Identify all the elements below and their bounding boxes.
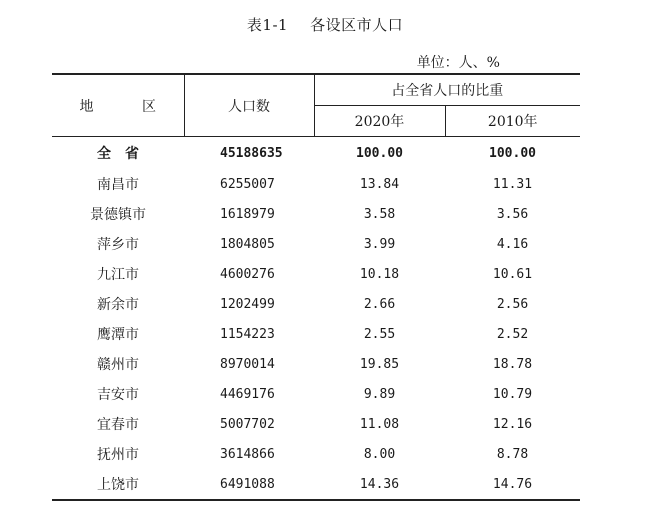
row-share-2010: 11.31 (492, 176, 533, 192)
row-name: 赣州市 (97, 357, 139, 373)
table-row (52, 439, 580, 469)
population-table (52, 73, 580, 501)
row-name: 萍乡市 (97, 237, 139, 253)
row-share-2020: 9.89 (363, 386, 396, 402)
row-population: 1618979 (220, 206, 275, 222)
row-population: 4469176 (220, 386, 275, 402)
unit-note: 单位：人、% (416, 55, 500, 71)
row-share-2010: 14.76 (492, 476, 533, 492)
row-share-2020: 2.66 (363, 296, 396, 312)
table-row (52, 289, 580, 319)
row-population: 3614866 (220, 446, 275, 462)
row-name: 鹰潭市 (97, 327, 139, 343)
row-share-2020: 100.00 (356, 145, 403, 161)
row-population: 5007702 (220, 416, 275, 432)
row-share-2010: 18.78 (492, 356, 533, 372)
table-row (52, 349, 580, 379)
row-share-2010: 12.16 (492, 416, 533, 432)
row-share-2010: 3.56 (496, 206, 529, 222)
row-population: 4600276 (220, 266, 275, 282)
row-share-2010: 100.00 (489, 145, 536, 161)
row-population: 1804805 (220, 236, 275, 252)
row-name: 九江市 (97, 267, 139, 283)
table-row-total (52, 137, 580, 170)
table-row (52, 409, 580, 439)
header-share: 占全省人口的比重 (314, 74, 580, 106)
table-title (0, 14, 650, 35)
row-share-2020: 10.18 (359, 266, 400, 282)
row-name: 景德镇市 (90, 207, 146, 223)
table-row (52, 469, 580, 500)
row-share-2010: 10.79 (492, 386, 533, 402)
row-share-2010: 8.78 (496, 446, 529, 462)
row-name: 上饶市 (97, 477, 139, 493)
row-population: 6491088 (220, 476, 275, 492)
row-name: 全省 (97, 146, 153, 162)
header-row-top (52, 74, 580, 106)
row-share-2020: 14.36 (359, 476, 400, 492)
row-share-2020: 13.84 (359, 176, 400, 192)
row-population: 1154223 (220, 326, 275, 342)
row-population: 8970014 (220, 356, 275, 372)
row-name: 南昌市 (97, 177, 139, 193)
table-row (52, 319, 580, 349)
row-population: 6255007 (220, 176, 275, 192)
row-name: 吉安市 (97, 387, 139, 403)
row-share-2020: 2.55 (363, 326, 396, 342)
row-population: 45188635 (220, 145, 283, 161)
table-row (52, 229, 580, 259)
header-region: 地 区 (52, 74, 184, 137)
row-share-2020: 11.08 (359, 416, 400, 432)
row-share-2010: 2.56 (496, 296, 529, 312)
row-share-2020: 3.99 (363, 236, 396, 252)
header-year-2010: 2010年 (487, 114, 538, 130)
table-number: 表1-1 (246, 16, 289, 34)
header-population: 人口数 (184, 74, 314, 137)
table-row (52, 259, 580, 289)
row-share-2010: 4.16 (496, 236, 529, 252)
row-name: 宜春市 (97, 417, 139, 433)
row-name: 抚州市 (97, 447, 139, 463)
table-row (52, 199, 580, 229)
row-share-2020: 3.58 (363, 206, 396, 222)
table-row (52, 379, 580, 409)
row-population: 1202499 (220, 296, 275, 312)
row-share-2020: 19.85 (359, 356, 400, 372)
header-year-2020: 2020年 (314, 106, 445, 137)
row-share-2010: 10.61 (492, 266, 533, 282)
table-row (52, 169, 580, 199)
row-name: 新余市 (97, 297, 139, 313)
table-caption: 各设区市人口 (310, 16, 404, 34)
row-share-2010: 2.52 (496, 326, 529, 342)
row-share-2020: 8.00 (363, 446, 396, 462)
